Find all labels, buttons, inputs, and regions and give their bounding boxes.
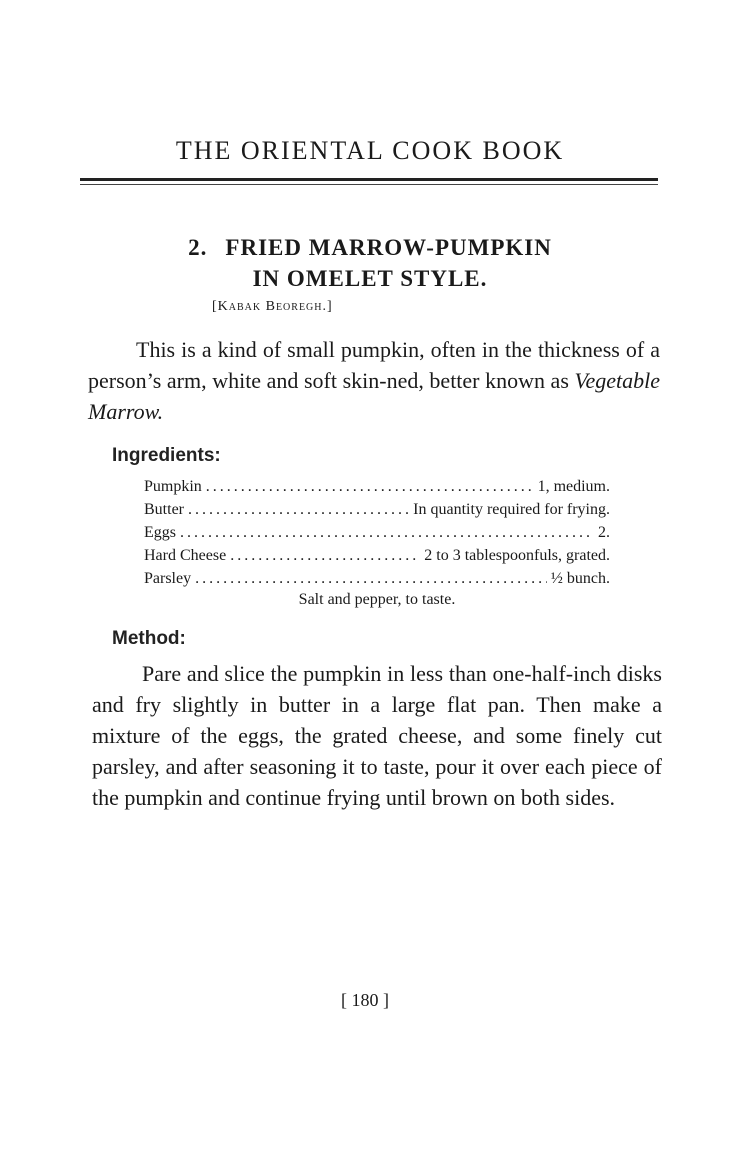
- intro-italic-term: Vegetable Marrow.: [88, 368, 660, 424]
- recipe-title-line-2: IN OMELET STYLE.: [252, 266, 488, 291]
- ingredient-row: [144, 521, 610, 544]
- intro-text: This is a kind of small pumpkin, often in the thickness of a person’s arm, white and soft skin-ned, better known as: [88, 337, 660, 393]
- ingredient-amount: In quantity required for frying.: [413, 501, 610, 518]
- header-rule-thin: [80, 184, 658, 185]
- header-rule-thick: [80, 178, 658, 181]
- leader-dots: [195, 567, 547, 590]
- ingredient-amount: 2 to 3 tablespoonfuls, grated.: [424, 547, 610, 564]
- leader-dots: [230, 544, 420, 567]
- seasoning-line: Salt and pepper, to taste.: [298, 591, 456, 608]
- recipe-native-name: [Kabak Beoregh.]: [212, 299, 333, 314]
- method-paragraph: Pare and slice the pumpkin in less than one-half-inch disks and fry slightly in butter in a large flat pan. Then make a mixture of the eggs, the grated cheese, and some finely cut parsley, and after seasoning it to taste, pour it over each piece of the pumpkin and continue frying until brown on both sides.: [92, 661, 662, 810]
- recipe-title-line-1: [80, 232, 660, 263]
- ingredient-name: Eggs: [144, 524, 176, 541]
- ingredient-amount: ½ bunch.: [550, 570, 610, 587]
- running-head: THE ORIENTAL COOK BOOK: [175, 136, 565, 165]
- recipe-title-text-1: FRIED MARROW-PUMPKIN: [225, 235, 552, 260]
- ingredient-name: Butter: [144, 501, 184, 518]
- recipe-title: [80, 232, 660, 294]
- ingredient-amount: 1, medium.: [537, 478, 610, 495]
- leader-dots: [188, 498, 409, 521]
- ingredient-row: [144, 498, 610, 521]
- ingredient-name: Parsley: [144, 570, 192, 587]
- recipe-number: 2.: [188, 235, 208, 260]
- ingredient-row: [144, 475, 610, 498]
- ingredient-name: Hard Cheese: [144, 547, 227, 564]
- intro-paragraph: [88, 334, 660, 427]
- ingredient-amount: 2.: [598, 524, 610, 541]
- page-number: [ 180 ]: [341, 990, 389, 1010]
- leader-dots: [206, 475, 534, 498]
- method-label: Method:: [112, 628, 186, 649]
- ingredients-list: [144, 475, 610, 590]
- leader-dots: [180, 521, 594, 544]
- ingredient-name: Pumpkin: [144, 478, 202, 495]
- ingredient-row: [144, 544, 610, 567]
- ingredient-row: [144, 567, 610, 590]
- ingredients-label: Ingredients:: [112, 445, 221, 466]
